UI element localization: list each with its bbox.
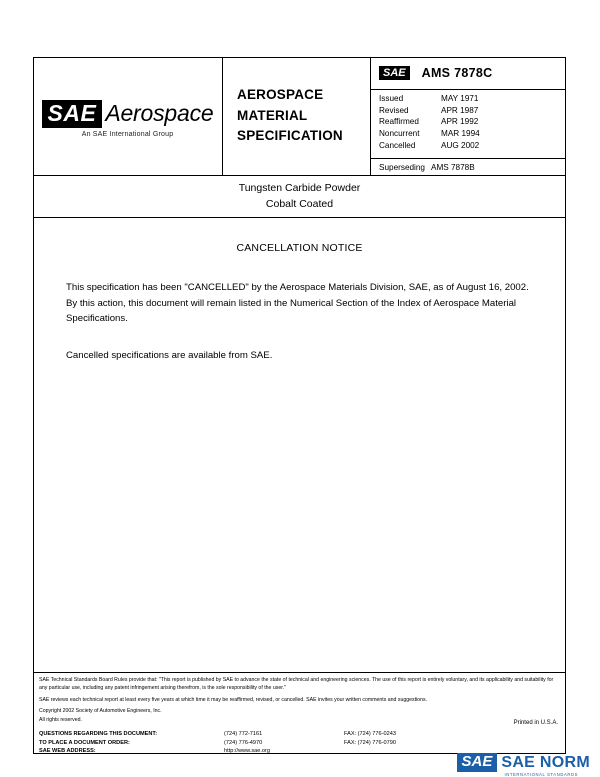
legal-text-standards-board: SAE Technical Standards Board Rules provide that: "This report is published by SAE to advance the state of technical and engineering sciences. The use of this report is entirely voluntary, and its applicability and suitability for any particular use, including any patent infringement arising therefrom, is the sole responsibility of the user." xyxy=(39,677,554,691)
sae-mini-badge-icon: SAE xyxy=(379,66,410,80)
web-address-link[interactable]: http://www.sae.org xyxy=(224,748,271,755)
title-line-3: SPECIFICATION xyxy=(237,128,343,144)
body-paragraph-1: This specification has been "CANCELLED" by the Aerospace Materials Division, SAE, as of August 16, 2002. By this action, this document will remain listed in the Numerical Section of the Index of Aerospace Material Specifications. xyxy=(66,282,529,325)
document-header xyxy=(33,57,566,176)
aerospace-wordmark: Aerospace xyxy=(105,100,214,127)
contact-row xyxy=(39,730,560,739)
rights-text: All rights reserved. xyxy=(39,717,82,724)
contact-block xyxy=(39,730,560,756)
legal-text-review: SAE reviews each technical report at least every five years at which time it may be reaffirmed, revised, or cancelled. SAE invites your written comments and suggestions. xyxy=(39,696,427,703)
date-history-table xyxy=(371,90,566,159)
contact-label: SAE WEB ADDRESS: xyxy=(39,748,96,755)
printed-in-text: Printed in U.S.A. xyxy=(513,719,558,726)
title-line-2: MATERIAL xyxy=(237,107,308,123)
date-label: Noncurrent xyxy=(379,128,420,138)
document-type-title xyxy=(223,57,371,175)
sae-norm-subtitle: INTERNATIONAL STANDARDS xyxy=(504,772,578,777)
contact-phone: (724) 776-4970 xyxy=(224,739,263,746)
sae-norm-watermark xyxy=(457,753,590,777)
cancellation-notice-heading: CANCELLATION NOTICE xyxy=(236,242,363,254)
date-label: Revised xyxy=(379,105,409,115)
superseding-label: Superseding xyxy=(379,162,425,172)
title-line-1: AEROSPACE xyxy=(237,86,324,102)
document-id-block xyxy=(371,57,566,175)
contact-fax xyxy=(344,747,464,756)
contact-fax: FAX: (724) 776-0243 xyxy=(344,730,396,737)
table-row xyxy=(379,140,558,152)
sae-aerospace-logo xyxy=(33,57,223,175)
subject-line-1: Tungsten Carbide Powder xyxy=(238,182,361,195)
date-value: MAY 1971 xyxy=(441,94,479,103)
table-row xyxy=(379,116,558,128)
date-label: Issued xyxy=(379,94,404,103)
table-row xyxy=(379,93,558,105)
superseding-row xyxy=(371,159,566,175)
superseding-value: AMS 7878B xyxy=(430,162,475,172)
contact-fax: FAX: (724) 776-0790 xyxy=(344,739,396,746)
date-value: MAR 1994 xyxy=(441,128,480,138)
document-number-row xyxy=(371,57,566,90)
sae-norm-badge-icon: SAE xyxy=(457,753,498,772)
date-label: Cancelled xyxy=(379,140,416,150)
document-subject xyxy=(33,176,566,218)
logo-subtitle: An SAE International Group xyxy=(81,130,174,138)
body-paragraph-2: Cancelled specifications are available from SAE. xyxy=(66,349,273,361)
copyright-text: Copyright 2002 Society of Automotive Engineers, Inc. xyxy=(39,708,162,715)
sae-norm-text: SAE NORM xyxy=(501,753,590,771)
sae-logo-badge: SAE xyxy=(42,100,103,127)
document-number: AMS 7878C xyxy=(421,66,493,80)
document-footer xyxy=(33,672,566,754)
contact-phone: (724) 772-7161 xyxy=(224,730,263,737)
table-row xyxy=(379,105,558,117)
document-body xyxy=(33,218,566,672)
contact-row xyxy=(39,739,560,748)
logo-row xyxy=(42,100,214,127)
contact-label: QUESTIONS REGARDING THIS DOCUMENT: xyxy=(39,730,158,737)
table-row xyxy=(379,128,558,140)
subject-line-2: Cobalt Coated xyxy=(265,197,334,210)
date-value: APR 1992 xyxy=(441,117,479,127)
date-label: Reaffirmed xyxy=(379,117,419,127)
date-value: AUG 2002 xyxy=(441,140,480,150)
date-value: APR 1987 xyxy=(441,105,479,115)
contact-label: TO PLACE A DOCUMENT ORDER: xyxy=(39,739,130,746)
